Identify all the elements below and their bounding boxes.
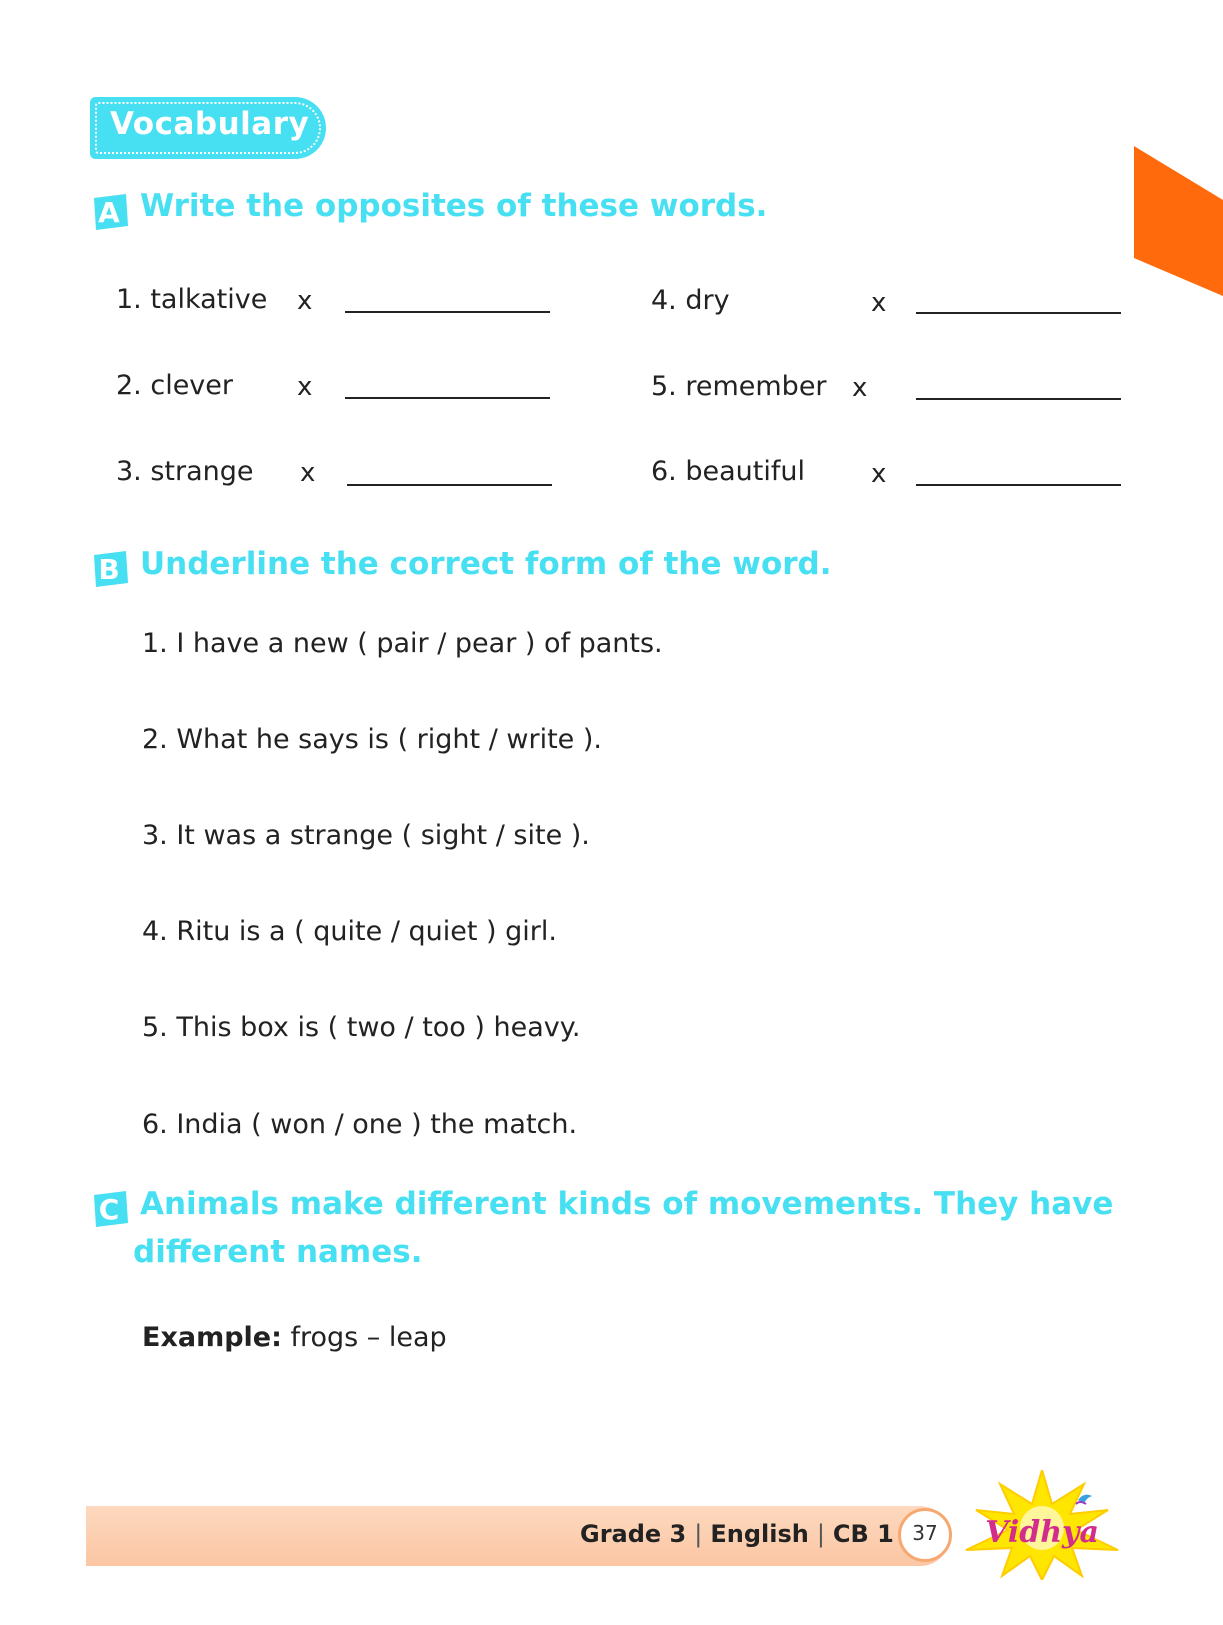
corner-tab-decoration bbox=[1134, 146, 1223, 296]
vocabulary-label bbox=[90, 97, 326, 159]
footer-separator-2: | bbox=[816, 1520, 825, 1548]
opposite-x-1: x bbox=[297, 286, 313, 316]
vocabulary-label-text: Vocabulary bbox=[110, 106, 310, 142]
footer-grade: Grade 3 bbox=[580, 1520, 687, 1548]
footer-info bbox=[580, 1520, 894, 1548]
svg-text:C: C bbox=[98, 1193, 120, 1226]
section-c-title-line-1: Animals make different kinds of movements. They have bbox=[140, 1186, 1114, 1222]
svg-text:B: B bbox=[98, 553, 120, 586]
page-number: 37 bbox=[912, 1521, 938, 1545]
svg-text:Vidhya: Vidhya bbox=[985, 1515, 1099, 1550]
opposite-item-6: 6. beautiful bbox=[651, 456, 805, 487]
opposite-x-2: x bbox=[297, 372, 313, 402]
opposite-x-3: x bbox=[300, 458, 316, 488]
opposite-x-4: x bbox=[871, 288, 887, 318]
section-b-title: Underline the correct form of the word. bbox=[140, 546, 832, 582]
sentence-3: 3. It was a strange ( sight / site ). bbox=[142, 820, 590, 851]
opposite-item-2: 2. clever bbox=[116, 370, 233, 401]
answer-line-5[interactable] bbox=[916, 398, 1121, 400]
section-a-title: Write the opposites of these words. bbox=[140, 188, 768, 224]
answer-line-4[interactable] bbox=[916, 312, 1121, 314]
footer-book: CB 1 bbox=[832, 1520, 894, 1548]
example-text: frogs – leap bbox=[281, 1322, 447, 1353]
section-c-title-line-2: different names. bbox=[133, 1234, 423, 1270]
sentence-5: 5. This box is ( two / too ) heavy. bbox=[142, 1012, 581, 1043]
sentence-6: 6. India ( won / one ) the match. bbox=[142, 1109, 578, 1140]
opposite-x-5: x bbox=[852, 373, 868, 403]
opposite-x-6: x bbox=[871, 459, 887, 489]
answer-line-6[interactable] bbox=[916, 484, 1121, 486]
sentence-2: 2. What he says is ( right / write ). bbox=[142, 724, 602, 755]
opposite-item-5: 5. remember bbox=[651, 371, 827, 402]
section-c-badge-icon bbox=[88, 1187, 132, 1231]
footer-separator-1: | bbox=[694, 1520, 703, 1548]
answer-line-3[interactable] bbox=[347, 484, 552, 486]
answer-line-1[interactable] bbox=[345, 311, 550, 313]
section-a-badge-icon bbox=[88, 190, 132, 234]
footer-subject: English bbox=[710, 1520, 809, 1548]
opposite-item-4: 4. dry bbox=[651, 285, 730, 316]
section-b-badge-icon bbox=[88, 547, 132, 591]
sentence-4: 4. Ritu is a ( quite / quiet ) girl. bbox=[142, 916, 557, 947]
answer-line-2[interactable] bbox=[345, 397, 550, 399]
vidhya-logo-icon bbox=[958, 1470, 1126, 1580]
svg-text:A: A bbox=[98, 196, 120, 229]
opposite-item-1: 1. talkative bbox=[116, 284, 268, 315]
example-line bbox=[142, 1322, 447, 1353]
opposite-item-3: 3. strange bbox=[116, 456, 254, 487]
example-label: Example: bbox=[142, 1322, 282, 1353]
sentence-1: 1. I have a new ( pair / pear ) of pants. bbox=[142, 628, 663, 659]
